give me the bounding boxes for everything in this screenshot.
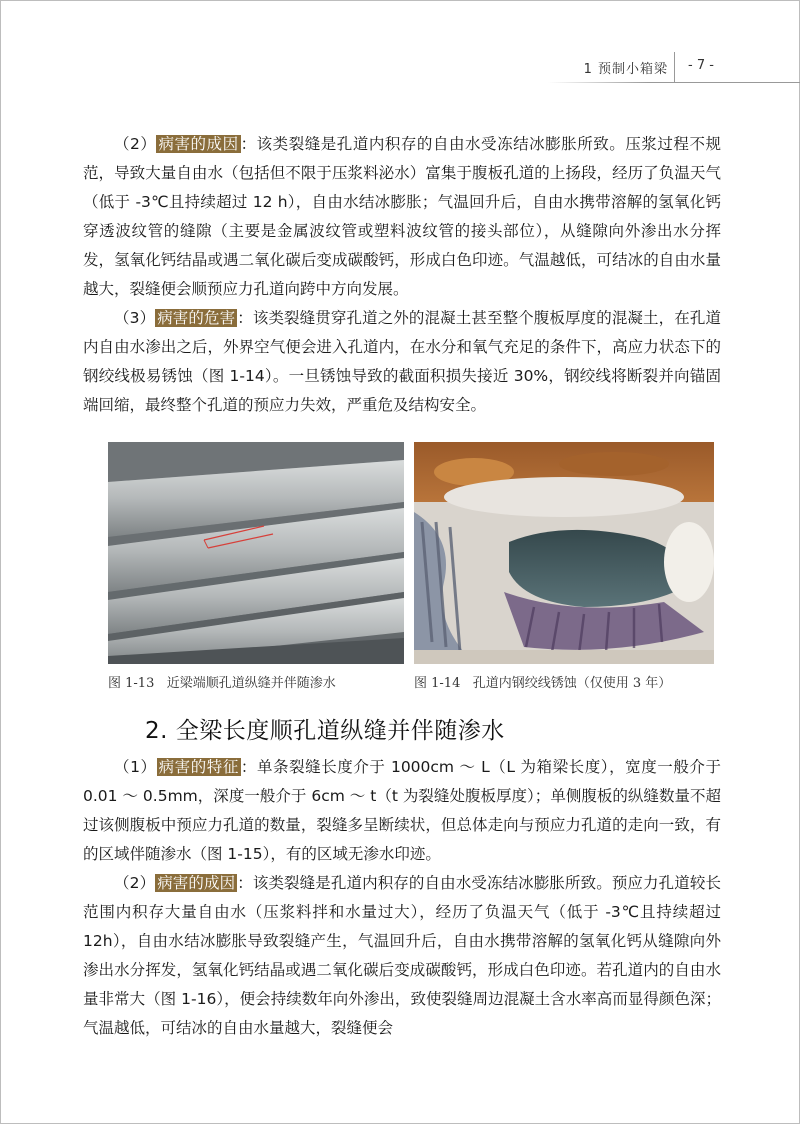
para-lead: （2）	[114, 874, 156, 892]
text-block-bottom	[83, 753, 721, 1043]
running-header	[0, 52, 800, 82]
header-separator	[674, 52, 675, 82]
figure-number: 图 1-13	[108, 676, 155, 691]
section-heading: 2. 全梁长度顺孔道纵缝并伴随渗水	[145, 718, 505, 744]
figure-caption-text: 孔道内钢绞线锈蚀（仅使用 3 年）	[472, 676, 672, 691]
paragraph	[83, 753, 721, 869]
para-text: ：该类裂缝是孔道内积存的自由水受冻结冰膨胀所致。压浆过程不规范，导致大量自由水（包括但不限于压浆料泌水）富集于腹板孔道的上扬段，经历了负温天气（低于 -3℃且持续超过 12 h），自由水结冰膨胀；气温回升后，自由水携带溶解的氢氧化钙穿透波纹管的缝隙（主要是金属波纹管或塑料波纹管的接头部位），从缝隙向外渗出水分挥发，氢氧化钙结晶或遇二氧化碳后变成碳酸钙，形成白色印迹。气温越低，可结冰的自由水量越大，裂缝便会顺预应力孔道向跨中方向发展。	[83, 135, 721, 298]
para-text: ：单条裂缝长度介于 1000cm ～ L（L 为箱梁长度），宽度一般介于 0.01 ～ 0.5mm，深度一般介于 6cm ～ t（t 为裂缝处腹板厚度）；单侧腹板的纵缝数量不超过该侧腹板中预应力孔道的数量，裂缝多呈断续状，但总体走向与预应力孔道的走向一致，有的区域伴随渗水（图 1-15），有的区域无渗水印迹。	[83, 758, 721, 863]
photo-corroded-strand	[414, 442, 714, 664]
highlight-tag: 病害的危害	[157, 309, 236, 327]
paragraph	[83, 304, 721, 420]
highlight-tag: 病害的成因	[158, 135, 239, 153]
para-lead: （2）	[114, 135, 157, 153]
figure-caption	[108, 672, 336, 691]
photo-beam-crack	[108, 442, 404, 664]
para-text: ：该类裂缝是孔道内积存的自由水受冻结冰膨胀所致。预应力孔道较长范围内积存大量自由水（压浆料拌和水量过大），经历了负温天气（低于 -3℃且持续超过 12h），自由水结冰膨胀导致裂缝产生，气温回升后，自由水携带溶解的氢氧化钙从缝隙向外渗出水分挥发，氢氧化钙结晶或遇二氧化碳后变成碳酸钙，形成白色印迹。若孔道内的自由水量非常大（图 1-16），便会持续数年向外渗出，致使裂缝周边混凝土含水率高而显得颜色深；气温越低，可结冰的自由水量越大，裂缝便会	[83, 874, 721, 1037]
highlight-tag: 病害的成因	[157, 874, 236, 892]
figure-number: 图 1-14	[414, 676, 461, 691]
para-text: ：该类裂缝贯穿孔道之外的混凝土甚至整个腹板厚度的混凝土，在孔道内自由水渗出之后，外界空气便会进入孔道内，在水分和氧气充足的条件下，高应力状态下的钢绞线极易锈蚀（图 1-14）。一旦锈蚀导致的截面积损失接近 30%，钢绞线将断裂并向锚固端回缩，最终整个孔道的预应力失效，严重危及结构安全。	[83, 309, 721, 414]
paragraph	[83, 130, 721, 304]
figure-caption	[414, 672, 671, 691]
highlight-tag: 病害的特征	[158, 758, 239, 776]
page-number: - 7 -	[688, 58, 714, 73]
para-lead: （1）	[114, 758, 157, 776]
chapter-title: 1 预制小箱梁	[583, 62, 668, 77]
figure-caption-text: 近梁端顺孔道纵缝并伴随渗水	[166, 676, 336, 691]
header-rule	[548, 82, 800, 83]
paragraph	[83, 869, 721, 1043]
text-block-top	[83, 130, 721, 420]
figure-row	[108, 442, 714, 666]
para-lead: （3）	[114, 309, 156, 327]
